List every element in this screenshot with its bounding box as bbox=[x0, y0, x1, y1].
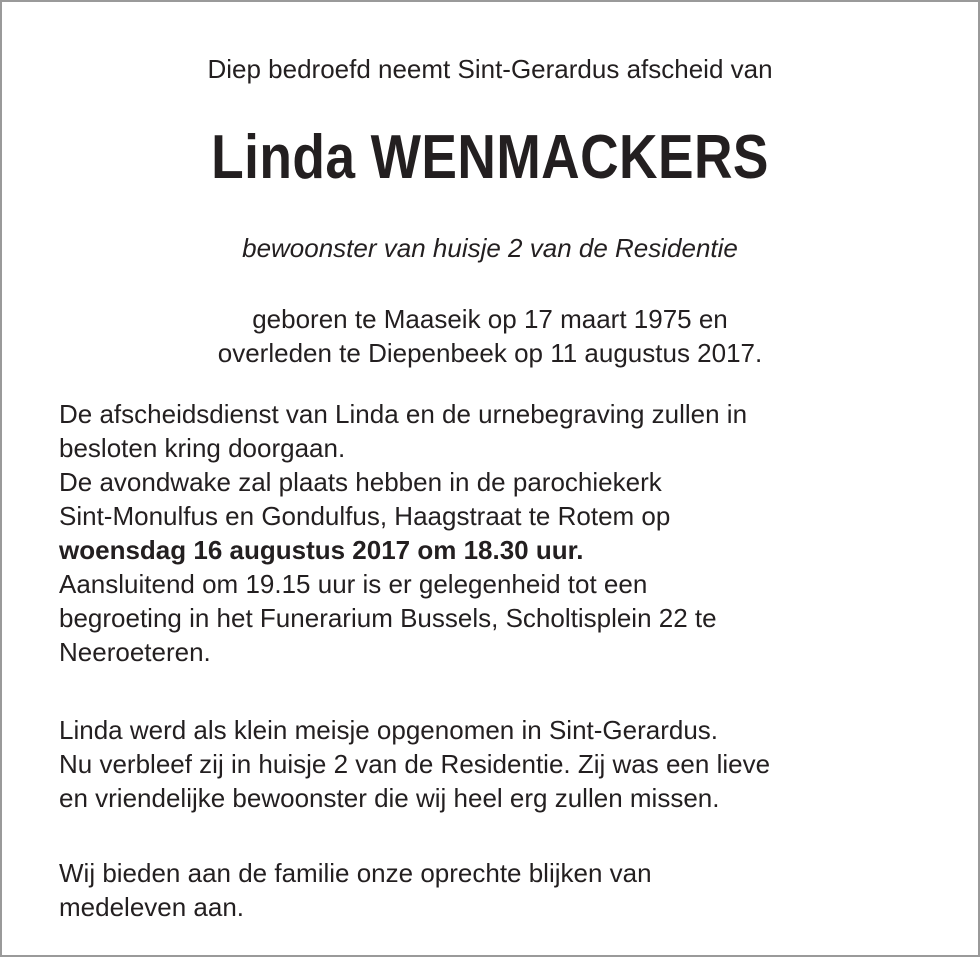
service-line: Aansluitend om 19.15 uur is er gelegenheid tot een bbox=[59, 569, 648, 599]
remembrance-paragraph bbox=[59, 713, 939, 815]
remembrance-line: en vriendelijke bewoonster die wij heel erg zullen missen. bbox=[59, 783, 720, 813]
service-paragraph bbox=[59, 397, 939, 669]
service-line: De afscheidsdienst van Linda en de urnebegraving zullen in bbox=[59, 399, 748, 429]
service-line: De avondwake zal plaats hebben in de parochiekerk bbox=[59, 467, 662, 497]
remembrance-line: Nu verbleef zij in huisje 2 van de Residentie. Zij was een lieve bbox=[59, 749, 771, 779]
intro-line: Diep bedroefd neemt Sint-Gerardus afscheid van bbox=[207, 54, 773, 84]
birth-line: geboren te Maaseik op 17 maart 1975 en bbox=[252, 304, 728, 334]
deceased-name: Linda WENMACKERS bbox=[211, 123, 769, 192]
service-line: Sint-Monulfus en Gondulfus, Haagstraat te Rotem op bbox=[59, 501, 671, 531]
wake-date-time: woensdag 16 augustus 2017 om 18.30 uur. bbox=[59, 535, 584, 565]
condolence-paragraph bbox=[59, 856, 939, 924]
service-line: besloten kring doorgaan. bbox=[59, 433, 346, 463]
condolence-line: medeleven aan. bbox=[59, 892, 245, 922]
condolence-line: Wij bieden aan de familie onze oprechte blijken van bbox=[59, 858, 652, 888]
service-line: begroeting in het Funerarium Bussels, Scholtisplein 22 te bbox=[59, 603, 717, 633]
remembrance-line: Linda werd als klein meisje opgenomen in Sint-Gerardus. bbox=[59, 715, 719, 745]
service-line: Neeroeteren. bbox=[59, 637, 211, 667]
death-line: overleden te Diepenbeek op 11 augustus 2017. bbox=[217, 338, 763, 368]
resident-line: bewoonster van huisje 2 van de Residentie bbox=[242, 233, 738, 263]
birth-death-dates bbox=[0, 302, 980, 370]
